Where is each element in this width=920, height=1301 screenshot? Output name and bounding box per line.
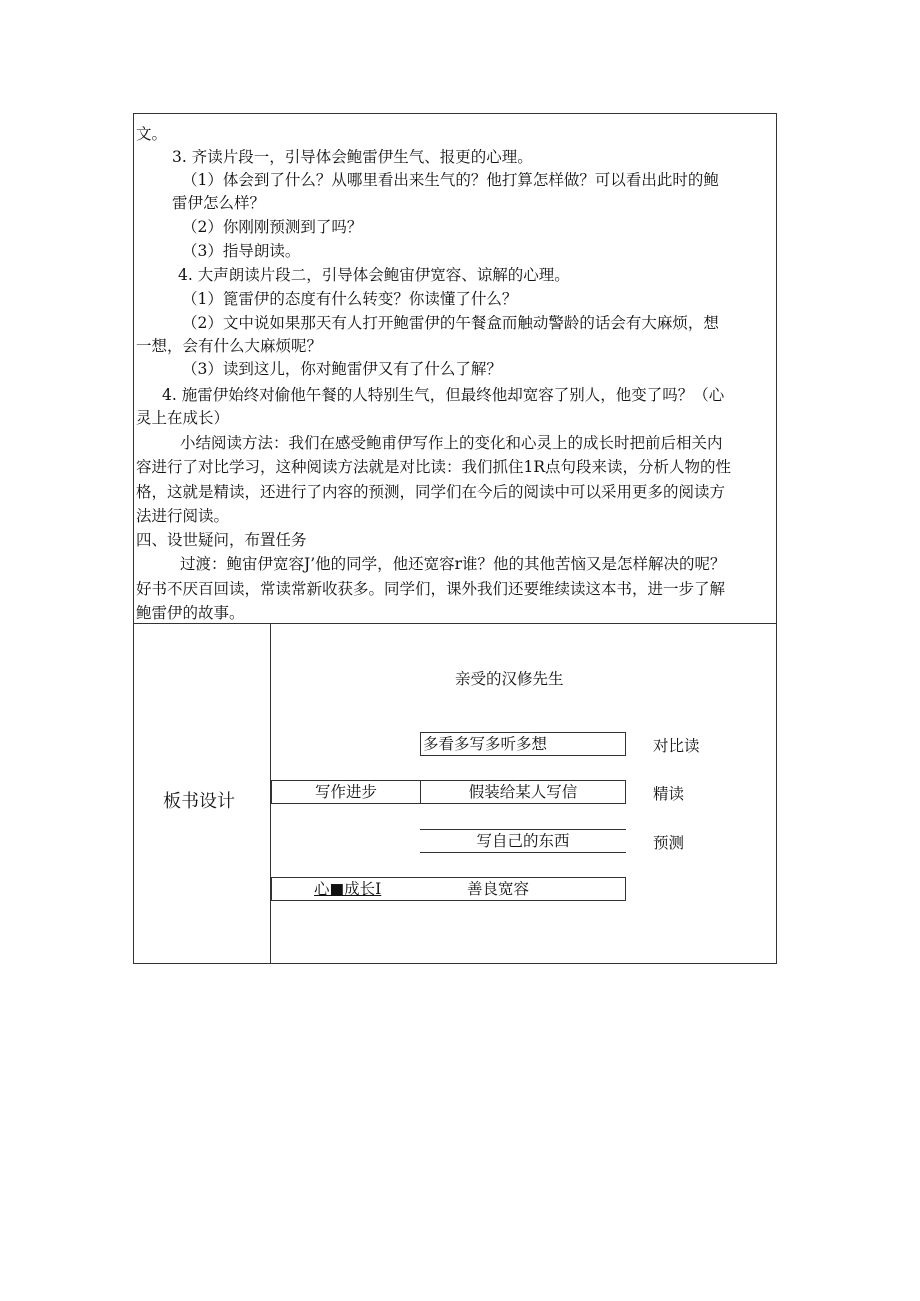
board-box-row3: 写自己的东西 xyxy=(420,829,626,853)
method-intensive: 精读 xyxy=(653,785,685,803)
text-line: （3）指导朗读。 xyxy=(182,242,301,260)
text-line: 灵上在成长） xyxy=(136,409,230,427)
row-divider xyxy=(134,623,776,624)
text-line: 4. 施雷伊始终对偷他午餐的人特别生气，但最终他却宽容了别人，他变了吗？（心 xyxy=(162,386,725,404)
board-box-writing-progress: 写作进步 xyxy=(271,780,421,804)
board-box-row4 xyxy=(271,877,626,901)
text-line: （1）体会到了什么？从哪里看出来生气的？他打算怎样做？可以看出此时的鲍 xyxy=(182,171,719,189)
method-predict: 预测 xyxy=(653,834,685,852)
text-line: （3）读到这儿，你对鲍雷伊又有了什么了解？ xyxy=(182,360,502,378)
text-line: （2）文中说如果那天有人打开鲍雷伊的午餐盒而触动警龄的话会有大麻烦，想 xyxy=(182,314,719,332)
section-heading: 四、设世疑问，布置任务 xyxy=(136,531,307,549)
method-compare: 对比读 xyxy=(653,737,700,755)
board-box-row1: 多看多写多听多想 xyxy=(420,732,626,756)
text-line: 小结阅读方法：我们在感受鲍甫伊写作上的变化和心灵上的成长时把前后相关内 xyxy=(180,434,723,452)
text-line: （2）你刚刚预测到了吗？ xyxy=(182,218,363,236)
lesson-table xyxy=(133,113,777,964)
board-box-row2: 假装给某人写信 xyxy=(420,780,626,804)
text-line: 过渡：鲍宙伊宽容J’他的同学，他还宽容r谁？他的其他苦恼又是怎样解决的呢？ xyxy=(180,555,726,573)
text-line: 鲍雷伊的故事。 xyxy=(136,604,245,622)
text-line: 格，这就是精读，还进行了内容的预测，同学们在今后的阅读中可以采用更多的阅读方 xyxy=(136,483,726,501)
board-title: 亲受的汉修先生 xyxy=(455,670,564,688)
kind-tolerant-label: 善良宽容 xyxy=(467,880,530,898)
text-line: 好书不厌百回读，常读常新收获多。同学们，课外我们还要维续读这本书，进一步了解 xyxy=(136,580,726,598)
text-line: 一想，会有什么大麻烦呢？ xyxy=(136,337,323,355)
text-line: 法进行阅读。 xyxy=(136,507,230,525)
text-line: 雷伊怎么样？ xyxy=(172,194,266,212)
board-design-label: 板书设计 xyxy=(163,791,235,812)
text-line: （1）篦雷伊的态度有什么转变？你读懂了什么？ xyxy=(182,290,518,308)
text-line: 文。 xyxy=(136,125,168,143)
text-line: 3. 齐读片段一，引导体会鲍雷伊生气、报更的心理。 xyxy=(172,148,533,166)
heart-growth-label: 心■成长I xyxy=(314,880,382,898)
text-line: 容进行了对比学习，这种阅读方法就是对比读：我们抓住1R点句段来读，分析人物的性 xyxy=(136,458,732,476)
text-line: 4. 大声朗读片段二，引导体会鲍宙伊宽容、谅解的心理。 xyxy=(178,266,570,284)
